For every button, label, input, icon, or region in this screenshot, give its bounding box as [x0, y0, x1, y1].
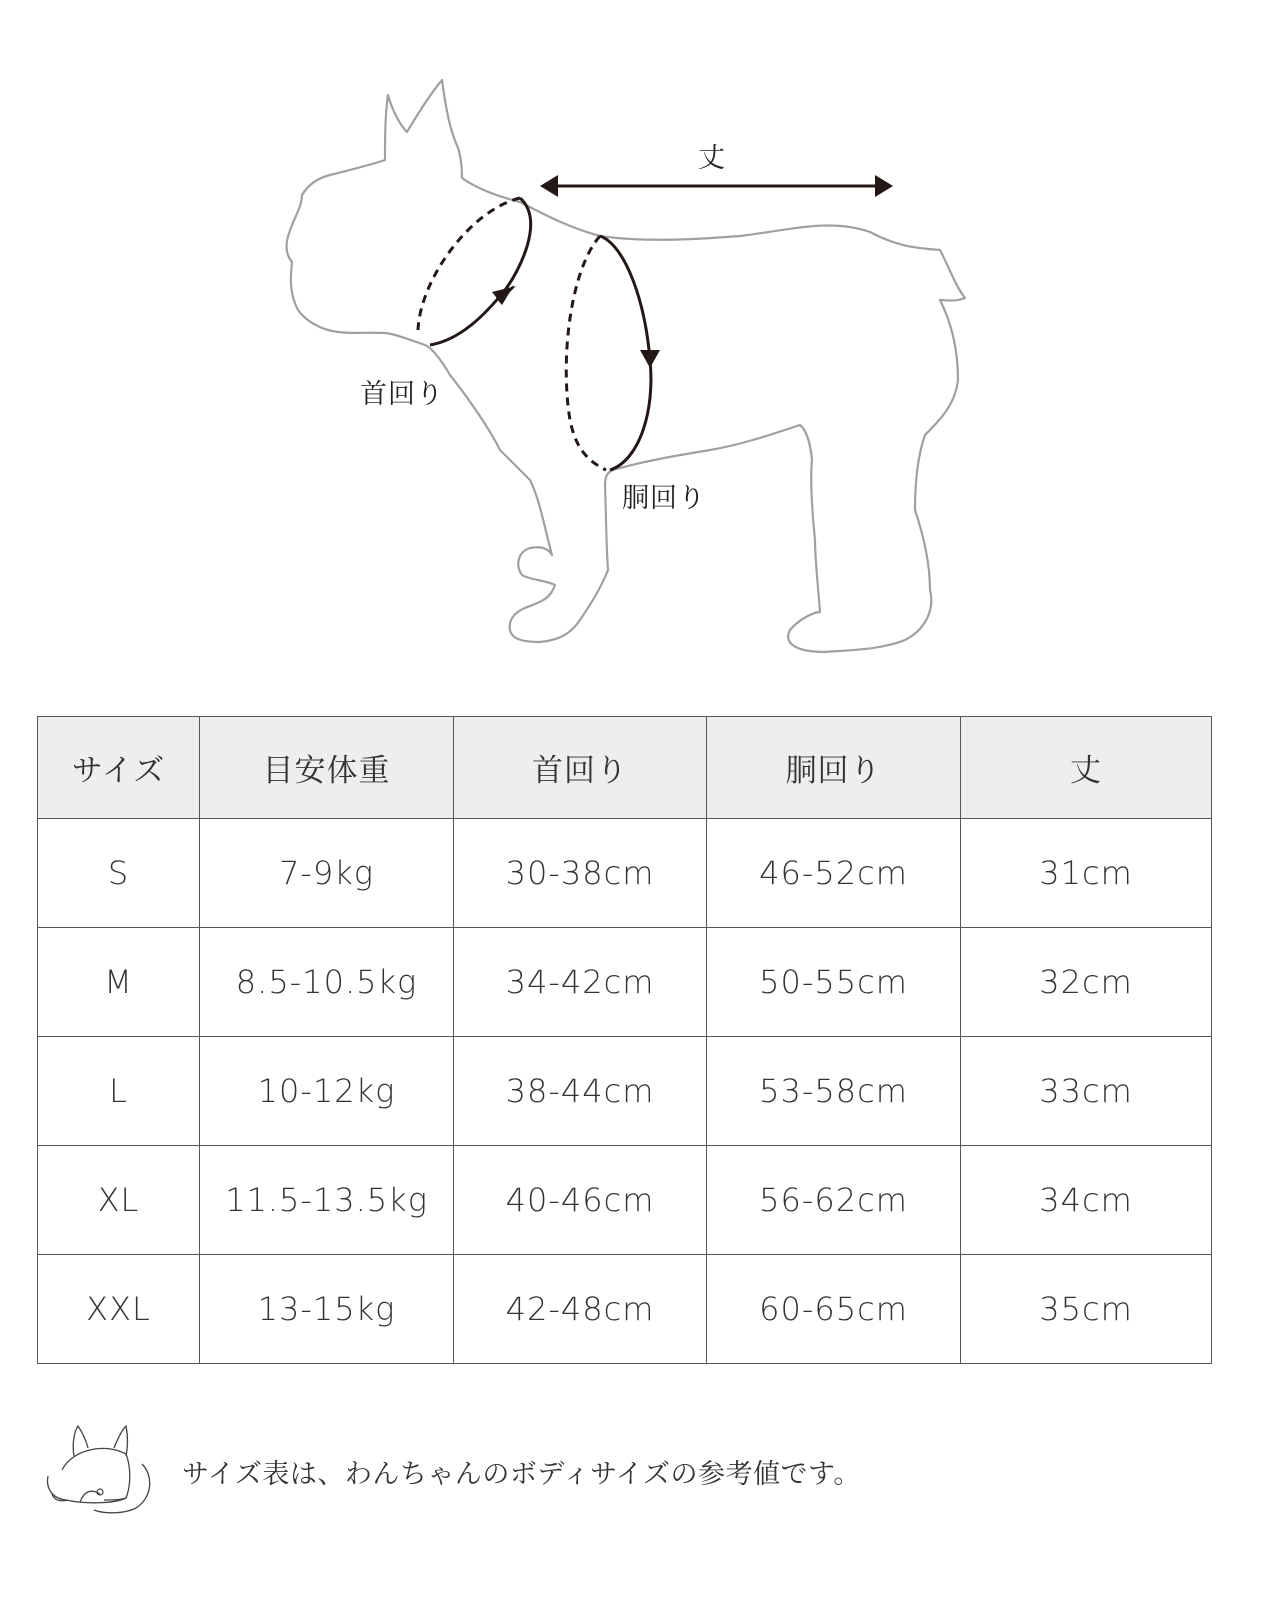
table-row	[38, 1255, 1212, 1364]
cell-neck: 38-44cm	[454, 1037, 707, 1146]
dog-face-icon	[44, 1420, 156, 1516]
header-chest: 胴回り	[707, 717, 961, 819]
note-text: サイズ表は、わんちゃんのボディサイズの参考値です。	[182, 1459, 861, 1490]
size-chart-table	[37, 716, 1212, 1364]
cell-neck: 34-42cm	[454, 928, 707, 1037]
label-length: 丈	[698, 143, 726, 174]
header-size: サイズ	[38, 717, 200, 819]
dog-measurement-diagram	[0, 0, 1276, 700]
header-neck: 首回り	[454, 717, 707, 819]
cell-size: L	[38, 1037, 200, 1146]
cell-weight: 11.5-13.5kg	[200, 1146, 454, 1255]
cell-chest: 56-62cm	[707, 1146, 961, 1255]
cell-size: M	[38, 928, 200, 1037]
cell-size: S	[38, 819, 200, 928]
cell-neck: 40-46cm	[454, 1146, 707, 1255]
cell-chest: 50-55cm	[707, 928, 961, 1037]
cell-length: 32cm	[961, 928, 1212, 1037]
cell-weight: 8.5-10.5kg	[200, 928, 454, 1037]
header-length: 丈	[961, 717, 1212, 819]
cell-neck: 30-38cm	[454, 819, 707, 928]
size-note	[44, 1420, 1044, 1520]
table-row	[38, 819, 1212, 928]
cell-size: XL	[38, 1146, 200, 1255]
cell-length: 31cm	[961, 819, 1212, 928]
dog-silhouette-icon	[0, 0, 1276, 700]
label-chest: 胴回り	[622, 483, 706, 514]
cell-weight: 7-9kg	[200, 819, 454, 928]
cell-length: 35cm	[961, 1255, 1212, 1364]
table-row	[38, 928, 1212, 1037]
cell-length: 34cm	[961, 1146, 1212, 1255]
cell-chest: 46-52cm	[707, 819, 961, 928]
cell-weight: 13-15kg	[200, 1255, 454, 1364]
header-weight: 目安体重	[200, 717, 454, 819]
table-row	[38, 1146, 1212, 1255]
cell-length: 33cm	[961, 1037, 1212, 1146]
cell-chest: 60-65cm	[707, 1255, 961, 1364]
table-header-row	[38, 717, 1212, 819]
cell-neck: 42-48cm	[454, 1255, 707, 1364]
cell-weight: 10-12kg	[200, 1037, 454, 1146]
cell-chest: 53-58cm	[707, 1037, 961, 1146]
table-row	[38, 1037, 1212, 1146]
label-neck: 首回り	[360, 379, 444, 410]
cell-size: XXL	[38, 1255, 200, 1364]
